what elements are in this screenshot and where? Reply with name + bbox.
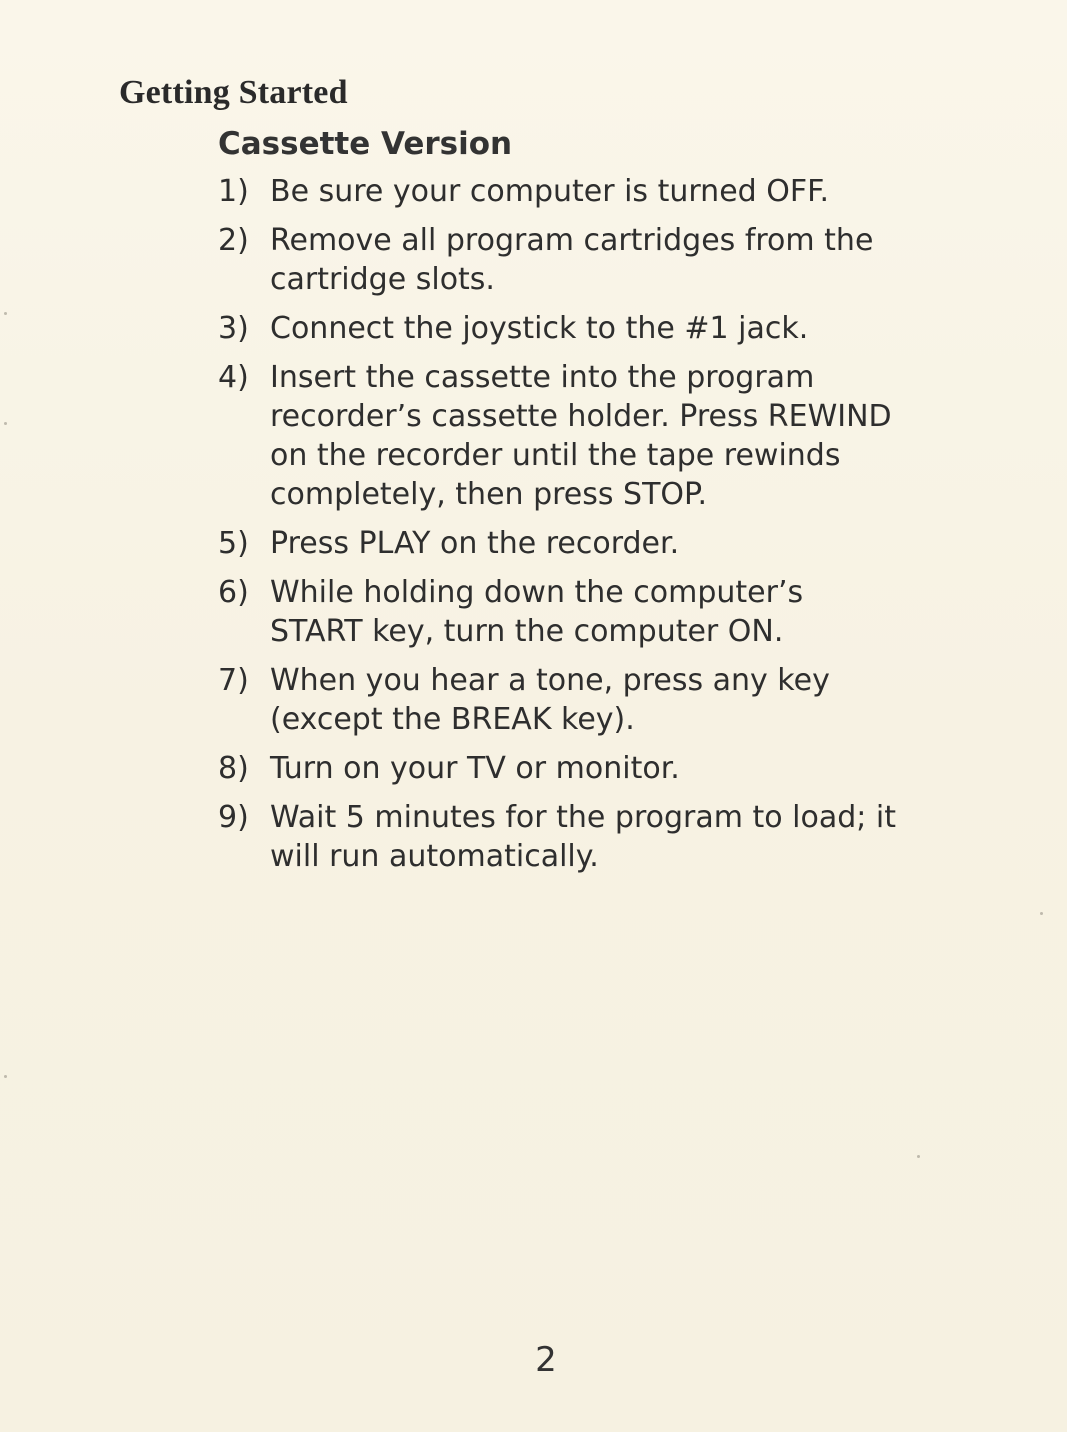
paper-speck xyxy=(4,312,7,315)
section-subheading: Cassette Version xyxy=(218,126,513,162)
instruction-step xyxy=(218,661,958,739)
section-heading: Getting Started xyxy=(119,74,348,111)
instruction-step xyxy=(218,749,958,788)
paper-speck xyxy=(917,1155,920,1158)
step-text: Turn on your TV or monitor. xyxy=(270,751,680,786)
paper-speck xyxy=(4,1075,7,1078)
step-text: Remove all program cartridges from the cartridge slots. xyxy=(270,223,874,297)
step-text: When you hear a tone, press any key (except the BREAK key). xyxy=(270,663,830,737)
step-number: 3) xyxy=(218,311,249,346)
instruction-step xyxy=(218,358,958,514)
step-number: 5) xyxy=(218,526,249,561)
step-text: Insert the cassette into the program recorder’s cassette holder. Press REWIND on the recorder until the tape rewinds completely, then press STOP. xyxy=(270,360,892,512)
step-text: Wait 5 minutes for the program to load; it will run automatically. xyxy=(270,800,897,874)
instruction-step xyxy=(218,524,958,563)
step-number: 9) xyxy=(218,800,249,835)
step-number: 1) xyxy=(218,174,249,209)
step-number: 4) xyxy=(218,360,249,395)
instruction-step xyxy=(218,172,958,211)
step-text: Press PLAY on the recorder. xyxy=(270,526,680,561)
instruction-step xyxy=(218,221,958,299)
step-number: 6) xyxy=(218,575,249,610)
instruction-step xyxy=(218,573,958,651)
paper-speck xyxy=(4,422,7,425)
step-number: 7) xyxy=(218,663,249,698)
paper-speck xyxy=(1040,912,1043,915)
step-number: 8) xyxy=(218,751,249,786)
instruction-list xyxy=(218,172,958,886)
step-text: Connect the joystick to the #1 jack. xyxy=(270,311,809,346)
step-text: Be sure your computer is turned OFF. xyxy=(270,174,830,209)
step-number: 2) xyxy=(218,223,249,258)
page-number: 2 xyxy=(535,1340,557,1380)
step-text: While holding down the computer’s START key, turn the computer ON. xyxy=(270,575,804,649)
instruction-step xyxy=(218,309,958,348)
instruction-step xyxy=(218,798,958,876)
